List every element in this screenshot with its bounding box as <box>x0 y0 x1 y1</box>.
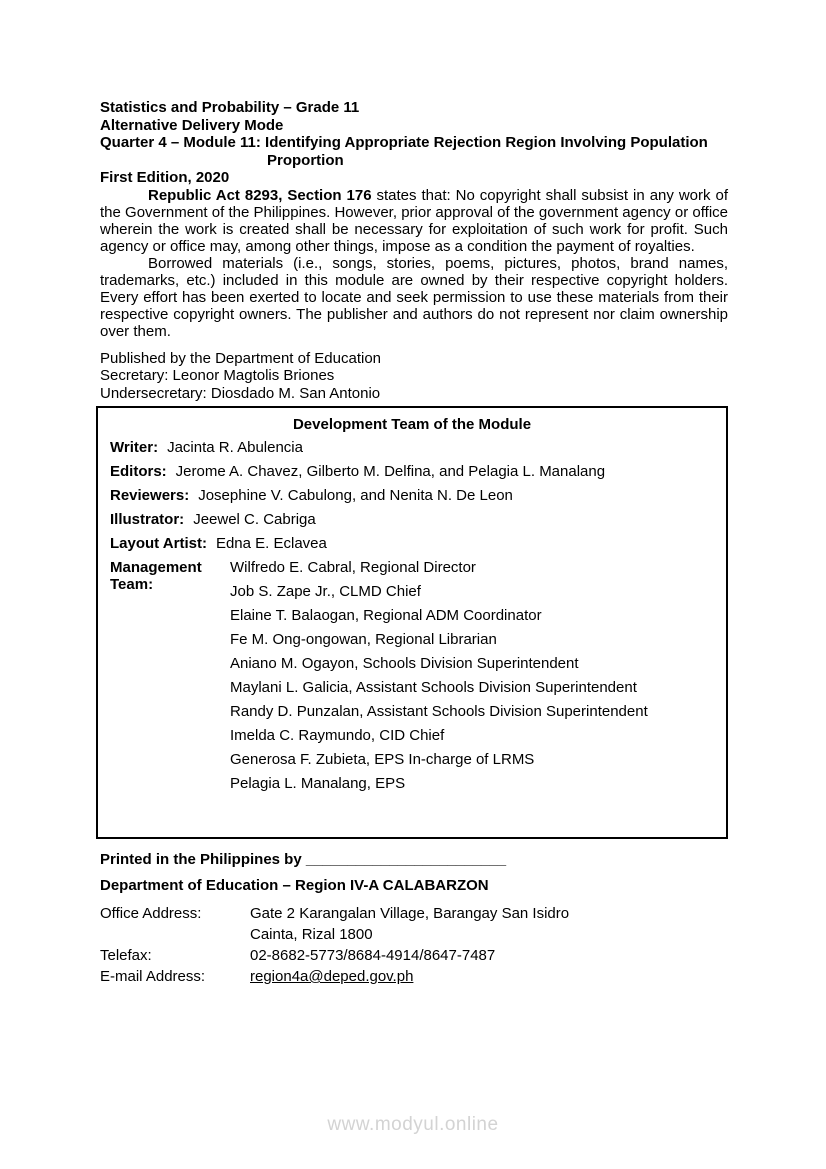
telefax-label: Telefax: <box>100 947 152 964</box>
management-member: Generosa F. Zubieta, EPS In-charge of LRMS <box>230 751 535 768</box>
management-member: Elaine T. Balaogan, Regional ADM Coordinator <box>230 607 542 624</box>
edition: First Edition, 2020 <box>100 169 230 186</box>
team-row-editors <box>110 463 714 480</box>
module-title-line2: Proportion <box>267 151 344 169</box>
management-member: Pelagia L. Manalang, EPS <box>230 775 406 792</box>
republic-act-reference: Republic Act 8293, Section 176 <box>148 186 372 204</box>
reviewers-value: Josephine V. Cabulong, and Nenita N. De Leon <box>198 487 513 504</box>
contact-row-email <box>100 966 728 987</box>
writer-value: Jacinta R. Abulencia <box>167 439 303 456</box>
site-watermark: www.modyul.online <box>327 1114 499 1135</box>
management-team-row <box>110 559 714 799</box>
printer-blank-line: ________________________ <box>305 851 507 868</box>
telefax-value: 02-8682-5773/8684-4914/8647-7487 <box>250 947 496 964</box>
department-region-line: Department of Education – Region IV-A CALABARZON <box>100 877 489 894</box>
copyright-paragraph-1 <box>100 187 728 255</box>
team-row-reviewers <box>110 487 714 504</box>
office-address-label: Office Address: <box>100 905 202 922</box>
secretary-line: Secretary: Leonor Magtolis Briones <box>100 367 335 384</box>
email-link[interactable]: region4a@deped.gov.ph <box>250 968 414 985</box>
module-title-line1: Quarter 4 – Module 11: Identifying Appropriate Rejection Region Involving Population <box>100 134 708 151</box>
email-label: E-mail Address: <box>100 968 206 985</box>
management-member: Maylani L. Galicia, Assistant Schools Division Superintendent <box>230 679 637 696</box>
layout-artist-value: Edna E. Eclavea <box>215 535 327 552</box>
editors-label: Editors: <box>110 463 167 480</box>
published-by: Published by the Department of Education <box>100 349 382 367</box>
team-row-illustrator <box>110 511 714 528</box>
team-row-layout-artist <box>110 535 714 552</box>
undersecretary-line: Undersecretary: Diosdado M. San Antonio <box>100 384 381 402</box>
editors-value: Jerome A. Chavez, Gilberto M. Delfina, and Pelagia L. Manalang <box>175 463 606 480</box>
management-member: Wilfredo E. Cabral, Regional Director <box>230 559 476 576</box>
contact-row-telefax <box>100 945 728 966</box>
development-team-box <box>96 406 728 839</box>
writer-label: Writer: <box>110 439 159 456</box>
module-header <box>100 99 728 187</box>
management-member: Job S. Zape Jr., CLMD Chief <box>230 583 421 600</box>
reviewers-label: Reviewers: <box>110 487 190 504</box>
office-address-label-2 <box>100 924 250 945</box>
page-content <box>100 99 728 987</box>
course-title: Statistics and Probability – Grade 11 <box>100 99 360 116</box>
management-team-members <box>230 559 714 799</box>
delivery-mode: Alternative Delivery Mode <box>100 116 284 134</box>
management-member: Fe M. Ong-ongowan, Regional Librarian <box>230 631 497 648</box>
development-team-title: Development Team of the Module <box>292 416 532 433</box>
contact-block <box>100 903 728 987</box>
printed-in-line <box>100 851 728 868</box>
copyright-paragraph-2: Borrowed materials (i.e., songs, stories, poems, pictures, photos, brand names, trademarks, etc.) included in this module are owned by their respective copyright holders. Every effort has been exerted to locate and seek permission to use these materials from their respective copyright owners. The publisher and authors do not represent nor claim ownership over them. <box>100 254 728 340</box>
team-row-writer <box>110 439 714 456</box>
layout-artist-label: Layout Artist: <box>110 535 207 552</box>
illustrator-value: Jeewel C. Cabriga <box>193 511 316 528</box>
contact-row-office-address <box>100 903 728 924</box>
illustrator-label: Illustrator: <box>110 511 185 528</box>
office-address-value-2: Cainta, Rizal 1800 <box>250 926 373 943</box>
management-member: Imelda C. Raymundo, CID Chief <box>230 727 445 744</box>
contact-row-office-address-2 <box>100 924 728 945</box>
office-address-value: Gate 2 Karangalan Village, Barangay San Isidro <box>250 905 570 922</box>
management-member: Aniano M. Ogayon, Schools Division Superintendent <box>230 655 579 672</box>
publisher-block <box>100 350 728 403</box>
printed-by-text: Printed in the Philippines by <box>100 851 302 868</box>
management-member: Randy D. Punzalan, Assistant Schools Division Superintendent <box>230 703 648 720</box>
management-team-label: Management Team: <box>110 559 202 593</box>
copyright-paragraph-1-text: states that: No copyright shall subsist in any work of the Government of the Philippines. However, prior approval of the government agency or office wherein the work is created shall be necessary for exploitation of such work for profit. Such agency or office may, among other things, impose as a condition the payment of royalties. <box>100 186 728 255</box>
